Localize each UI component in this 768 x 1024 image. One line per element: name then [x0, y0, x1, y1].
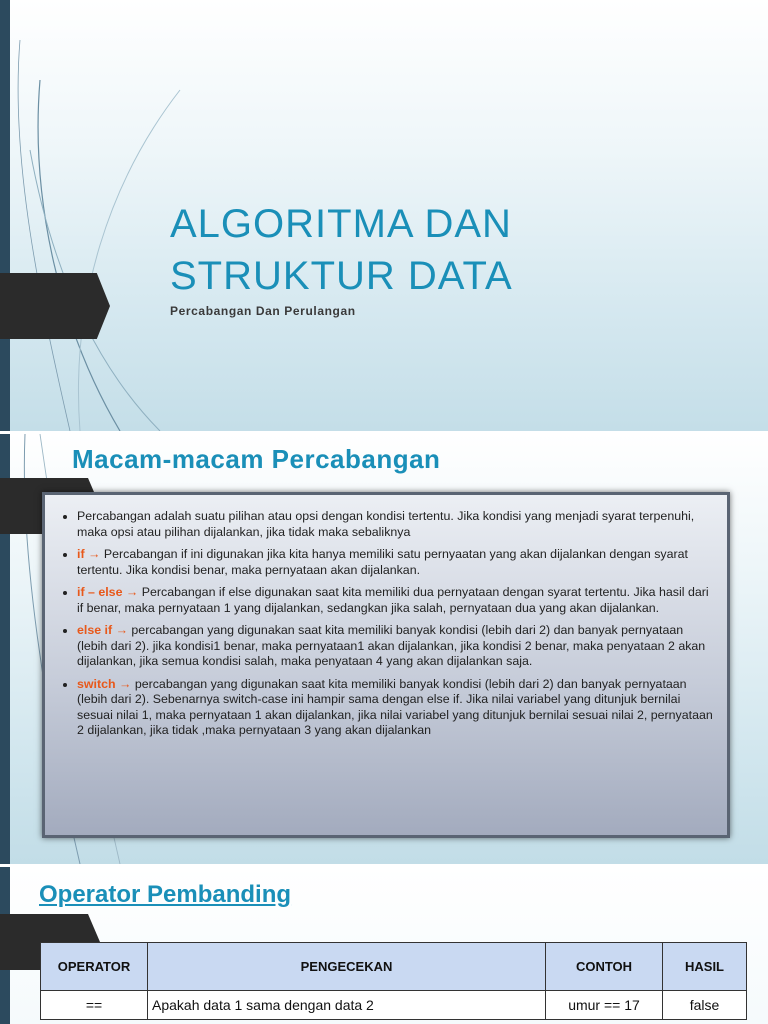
bullet-item: [77, 509, 713, 540]
presentation-title: [170, 198, 730, 302]
column-header: OPERATOR: [41, 943, 148, 991]
slide-title: [0, 0, 768, 431]
bullet-keyword: if – else →: [77, 585, 139, 599]
title-line-1: ALGORITMA DAN: [170, 202, 512, 246]
bullet-item: [77, 585, 713, 616]
content-box: [42, 492, 730, 838]
table-header-row: [41, 943, 747, 991]
bullet-item: [77, 547, 713, 578]
bullet-text: percabangan yang digunakan saat kita memiliki banyak kondisi (lebih dari 2) dan banyak pernyataan (lebih dari 2). jika kondisi1 benar, maka pernyataan1 akan dijalankan, jika kondisi 2 benar, maka penyataan 2 akan dijalankan, jika semua kondisi salah, maka penyataan 4 yang akan dijalankan saja.: [77, 623, 706, 668]
table-cell: false: [663, 991, 747, 1020]
bullet-item: [77, 623, 713, 670]
table-cell: Apakah data 1 sama dengan data 2: [148, 991, 546, 1020]
table-cell: ==: [41, 991, 148, 1020]
table-row: [41, 991, 747, 1020]
title-line-2: STRUKTUR DATA: [170, 254, 513, 298]
bullet-keyword: if →: [77, 547, 101, 561]
bullet-keyword: switch →: [77, 676, 132, 691]
bullet-item: [77, 677, 713, 739]
bullet-text: percabangan yang digunakan saat kita memiliki banyak kondisi (lebih dari 2) dan banyak pernyataan (lebih dari 2). Sebenarnya switch-case ini hampir sama dengan else if. Jika nilai variabel yang ditunjuk bernilai sesuai nilai 1, maka pernyataan 1 akan dijalankan, jika nilai variabel yang ditunjuk bernilai sesuai nilai 2, pernyataan 2 dijalankan, jika tidak ,maka pernyataan 3 yang akan dijalankan: [77, 676, 713, 737]
bullet-list: [59, 509, 713, 739]
slide-heading: Operator Pembanding: [39, 881, 292, 908]
table-cell: umur == 17: [546, 991, 663, 1020]
column-header: CONTOH: [546, 943, 663, 991]
presentation-subtitle: Percabangan Dan Perulangan: [170, 304, 356, 318]
bullet-keyword: else if →: [77, 623, 128, 637]
bullet-text: Percabangan if ini digunakan jika kita hanya memiliki satu pernyaatan yang akan dijalankan dengan syarat tertentu. Jika kondisi benar, maka pernyataan akan dijalankan.: [77, 547, 688, 577]
slide-heading: Macam-macam Percabangan: [72, 444, 441, 474]
bullet-text: Percabangan if else digunakan saat kita memiliki dua pernyataan dengan syarat tertentu. Jika hasil dari if benar, maka pernyataan 1 yang dijalankan, sedangkan jika salah, pernyataan dua yang akan dijalankan.: [77, 585, 709, 615]
arrow-tab-shape: [0, 273, 110, 339]
column-header: HASIL: [663, 943, 747, 991]
slide-comparison-operators: [0, 867, 768, 1024]
column-header: PENGECEKAN: [148, 943, 546, 991]
bullet-text: Percabangan adalah suatu pilihan atau opsi dengan kondisi tertentu. Jika kondisi yang menjadi syarat terpenuhi, maka opsi atau pilihan dijalankan, jika tidak maka sebaliknya: [77, 509, 695, 539]
slide-branching-types: [0, 434, 768, 864]
sidebar-bar: [0, 0, 10, 431]
operator-table: [40, 942, 747, 1020]
